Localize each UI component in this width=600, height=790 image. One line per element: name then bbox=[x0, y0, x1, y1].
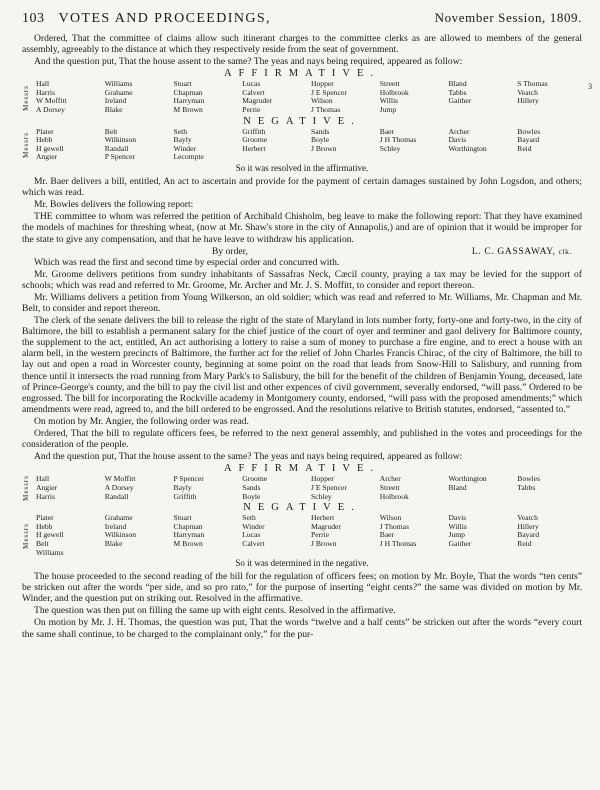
member-name: Schley bbox=[311, 491, 332, 501]
member-name: Randall bbox=[104, 143, 129, 153]
member-name: Willis bbox=[379, 96, 399, 106]
member-name: Williams bbox=[36, 547, 64, 557]
member-name: Lucas bbox=[242, 530, 261, 540]
member-name: Blake bbox=[104, 105, 123, 115]
member-name: Bowles bbox=[517, 474, 541, 484]
member-name: Ireland bbox=[104, 96, 127, 106]
member-name: Tabbs bbox=[517, 482, 536, 492]
member-name bbox=[517, 106, 582, 115]
member-name: Belt bbox=[104, 126, 118, 136]
member-name: Archer bbox=[379, 474, 401, 484]
member-name: Hillery bbox=[517, 96, 539, 106]
member-name bbox=[242, 153, 307, 162]
messrs-label: Messrs bbox=[22, 131, 30, 158]
member-name: Stuart bbox=[173, 79, 192, 89]
member-name: Baer bbox=[379, 126, 395, 136]
bill-paragraph: Mr. Baer delivers a bill, entitled, An act to ascertain and provide for the payment of certain damages sustained by John Logsdon, and others; which was read. bbox=[22, 176, 582, 199]
officers-fees-paragraph: The house proceeded to the second reading of the bill for the regulation of officers fees; on motion by Mr. Boyle, That the words “ten cents” be stricken out after the words “per side, and so pro rato,” for the purpose of inserting “eight cents?” the same was divided on motion by Mr. Winder, and the question put on striking out. Resolved in the affirmative. bbox=[22, 571, 582, 605]
member-name: Reid bbox=[517, 538, 532, 548]
member-name: Griffith bbox=[173, 491, 197, 501]
member-name: Grahame bbox=[104, 513, 133, 523]
clerk-role: clk. bbox=[558, 246, 572, 256]
member-name: Winder bbox=[242, 521, 265, 531]
member-name: Calvert bbox=[242, 538, 265, 548]
member-name: Baer bbox=[379, 530, 395, 540]
member-name: Wilson bbox=[311, 96, 333, 106]
member-name: Worthington bbox=[448, 474, 487, 484]
member-name bbox=[517, 549, 582, 558]
report-intro: Mr. Bowles delivers the following report: bbox=[34, 199, 194, 211]
member-name: Streett bbox=[379, 79, 400, 89]
member-name: Willis bbox=[448, 521, 467, 531]
member-name: Chapman bbox=[173, 521, 203, 531]
affirmative-heading-2: AFFIRMATIVE. bbox=[223, 463, 381, 475]
member-name: Hopper bbox=[311, 79, 334, 89]
session-label: November Session, 1809. bbox=[434, 10, 582, 25]
negative-list-1 bbox=[36, 128, 582, 162]
member-name: Hall bbox=[36, 474, 50, 484]
negative-heading-1: NEGATIVE. bbox=[243, 115, 361, 127]
member-name: Ireland bbox=[104, 521, 127, 531]
member-name: Archer bbox=[448, 126, 470, 136]
member-name: Perrie bbox=[311, 530, 330, 540]
member-name: J Thomas bbox=[379, 521, 409, 531]
member-name: Bland bbox=[448, 79, 467, 89]
member-name bbox=[449, 549, 514, 558]
member-name: Gaither bbox=[448, 538, 472, 548]
question-paragraph-1: And the question put, That the house assent to the same? The yeas and nays being required, appeared as follow: bbox=[34, 56, 463, 68]
member-name: Veatch bbox=[517, 87, 538, 97]
member-name: Groome bbox=[242, 135, 268, 145]
member-name: Stuart bbox=[173, 513, 192, 523]
member-name bbox=[105, 549, 170, 558]
member-name: Sands bbox=[311, 126, 330, 136]
vote-conclusion-1: So it was resolved in the affirmative. bbox=[235, 163, 369, 174]
member-name bbox=[449, 106, 514, 115]
member-name: Harris bbox=[36, 87, 55, 97]
member-name: Belt bbox=[36, 538, 49, 548]
member-name: Reid bbox=[517, 143, 532, 153]
member-name: Worthington bbox=[448, 143, 487, 153]
member-name bbox=[517, 493, 582, 502]
affirmative-heading-1: AFFIRMATIVE. bbox=[223, 68, 381, 80]
member-name bbox=[449, 153, 514, 162]
member-name: Boyle bbox=[242, 491, 261, 501]
affirmative-list-1 bbox=[36, 80, 582, 114]
member-name: H gewell bbox=[36, 530, 64, 540]
negative-heading-2: NEGATIVE. bbox=[243, 502, 361, 514]
page-title: VOTES AND PROCEEDINGS, bbox=[58, 11, 271, 26]
member-name: M Brown bbox=[173, 105, 203, 115]
page-header bbox=[22, 10, 582, 27]
vote-block-1 bbox=[22, 68, 592, 174]
member-name bbox=[380, 153, 445, 162]
affirmative-list-2 bbox=[36, 475, 582, 501]
motion-thomas-paragraph: On motion by Mr. J. H. Thomas, the question was put, That the words “twelve and a half cents” be stricken out after the words “every court the same shall continue, to be charged to the complainant only,” for the pur- bbox=[22, 617, 582, 640]
margin-mark: 3 bbox=[588, 82, 592, 92]
member-name: Griffith bbox=[242, 126, 266, 136]
member-name: Magruder bbox=[311, 521, 341, 531]
petition-paragraph-1: Mr. Groome delivers petitions from sundry inhabitants of Sassafras Neck, Cæcil county, praying a tax may be levied for the support of schools; which was read and referred to Mr. Groome, Mr. Archer and Mr. J. S. Moffitt, to consider and report thereon. bbox=[22, 268, 582, 291]
member-name: Holbrook bbox=[379, 491, 409, 501]
member-name: Gaither bbox=[448, 96, 472, 106]
by-order-label: By order, bbox=[212, 245, 248, 257]
member-name: Chapman bbox=[173, 87, 203, 97]
member-name: P Spencer bbox=[173, 474, 204, 484]
member-name: Hall bbox=[36, 79, 50, 89]
order-paragraph-1: Ordered, That the committee of claims allow such itinerant charges to the committee clerks as are allowed to members of the general assembly, agreeably to the distance at which they respectively reside from the seat of government. bbox=[22, 33, 582, 56]
member-name: M Brown bbox=[173, 538, 203, 548]
member-name: Jump bbox=[448, 530, 465, 540]
member-name: Randall bbox=[104, 491, 129, 501]
member-name: Sands bbox=[242, 482, 261, 492]
member-name: J Brown bbox=[311, 143, 337, 153]
order-paragraph-2: Ordered, That the bill to regulate officers fees, be referred to the next general assembly, and published in the votes and proceedings for the consideration of the people. bbox=[22, 428, 582, 451]
member-name: Wilkinson bbox=[104, 135, 137, 145]
member-name bbox=[311, 549, 376, 558]
member-name: A Dorsey bbox=[36, 105, 65, 115]
member-name: Wilkinson bbox=[104, 530, 137, 540]
member-name: J E Spencer bbox=[311, 482, 347, 492]
member-name: Bayard bbox=[517, 135, 540, 145]
messrs-label: Messrs bbox=[22, 522, 30, 549]
member-name: Angier bbox=[36, 152, 58, 162]
member-name: Holbrook bbox=[379, 87, 409, 97]
member-name: Hebb bbox=[36, 521, 53, 531]
member-name: Williams bbox=[104, 79, 133, 89]
member-name: Calvert bbox=[242, 87, 265, 97]
page-number: 103 bbox=[22, 11, 45, 26]
member-name: Groome bbox=[242, 474, 268, 484]
member-name: Tabbs bbox=[448, 87, 467, 97]
member-name: Herbert bbox=[242, 143, 266, 153]
member-name: Blake bbox=[104, 538, 123, 548]
member-name: Harryman bbox=[173, 96, 205, 106]
member-name: Schley bbox=[379, 143, 401, 153]
member-name: Bayly bbox=[173, 482, 192, 492]
member-name: Boyle bbox=[311, 135, 330, 145]
member-name: S Thomas bbox=[517, 79, 548, 89]
member-name: J E Spencer bbox=[311, 87, 347, 97]
question-paragraph-2: And the question put, That the house assent to the same? The yeas and nays being required, appeared as follow: bbox=[34, 451, 463, 463]
messrs-label: Messrs bbox=[22, 84, 30, 111]
member-name: Hopper bbox=[311, 474, 334, 484]
member-name: Davis bbox=[448, 513, 467, 523]
clerk-name: L. C. GASSAWAY, bbox=[471, 245, 556, 257]
messrs-label: Messrs bbox=[22, 475, 30, 502]
member-name: J Brown bbox=[311, 538, 337, 548]
vote-block-2 bbox=[22, 463, 582, 568]
member-name: Bland bbox=[448, 482, 467, 492]
member-name: Winder bbox=[173, 143, 196, 153]
member-name: Hebb bbox=[36, 135, 53, 145]
member-name: Herbert bbox=[311, 513, 335, 523]
member-name: Hillery bbox=[517, 521, 539, 531]
member-name: Seth bbox=[242, 513, 256, 523]
member-name: W Moffitt bbox=[104, 474, 136, 484]
member-name: Perrie bbox=[242, 105, 261, 115]
member-name bbox=[380, 549, 445, 558]
member-name: J Thomas bbox=[311, 105, 341, 115]
member-name: W Moffitt bbox=[36, 96, 67, 106]
member-name: Angier bbox=[36, 482, 58, 492]
member-name: Plater bbox=[36, 126, 54, 136]
member-name: Bayly bbox=[173, 135, 192, 145]
petition-paragraph-2: Mr. Williams delivers a petition from Young Wilkerson, an old soldier; which was read and referred to Mr. Williams, Mr. Chapman and Mr. Belt, to consider and report thereon. bbox=[22, 291, 582, 314]
member-name bbox=[449, 493, 514, 502]
member-name: Bowles bbox=[517, 126, 541, 136]
member-name: Seth bbox=[173, 126, 188, 136]
member-name: Plater bbox=[36, 513, 54, 523]
member-name bbox=[311, 153, 376, 162]
member-name: H gewell bbox=[36, 143, 64, 153]
member-name: J H Thomas bbox=[379, 135, 417, 145]
member-name: Harryman bbox=[173, 530, 205, 540]
member-name: Bayard bbox=[517, 530, 540, 540]
member-name bbox=[174, 549, 239, 558]
motion-paragraph: On motion by Mr. Angier, the following order was read. bbox=[34, 415, 249, 427]
vote-conclusion-2: So it was determined in the negative. bbox=[235, 558, 369, 569]
member-name bbox=[242, 549, 307, 558]
member-name: Jump bbox=[379, 105, 397, 115]
member-name: P Spencer bbox=[104, 152, 136, 162]
member-name: Magruder bbox=[242, 96, 273, 106]
signature-block bbox=[22, 246, 582, 257]
member-name: Streett bbox=[379, 482, 400, 492]
member-name: A Dorsey bbox=[104, 482, 134, 492]
member-name: Lecompte bbox=[173, 152, 204, 162]
member-name: Harris bbox=[36, 491, 55, 501]
reading-paragraph: Which was read the first and second time by especial order and concurred with. bbox=[34, 256, 340, 268]
report-text: THE committee to whom was referred the petition of Archibald Chisholm, beg leave to make the following report: That they have examined the models of machines for threshing wheat, (now at Mr. Shaw's store in the city of Annapolis,) and are of opinion that it would be improper for the state to give any compensation, and that he have leave to withdraw his application. bbox=[22, 211, 582, 245]
member-name: Wilson bbox=[379, 513, 402, 523]
member-name: Davis bbox=[448, 135, 467, 145]
member-name: Grahame bbox=[104, 87, 133, 97]
question-eight-cents: The question was then put on filling the same up with eight cents. Resolved in the affirmative. bbox=[34, 605, 396, 617]
member-name bbox=[517, 153, 582, 162]
senate-bills-paragraph: The clerk of the senate delivers the bill to release the right of the state of Maryland in lots number forty, forty-one and forty-two, in the city of Baltimore, the bill to establish a permanent salary for the chief justice of the court of oyer and terminer and gaol delivery for Baltimore county, the supplement to the act, entitled, An act authorising a lottery to raise a sum of money to purchase a fire engine, and to erect a house with an alarm bell, in the western precincts of Baltimore, the further act for the relief of John Charles Francis Chirac, of the city of Baltimore, the bill to lay out and open a road in Worcester county, beginning at some point on the road that leads from Snow-Hill to Salisbury, and running from thence until it intersects the road running from Mary Park's to Salisbury, the bill for the benefit of the children of Benjamin Young, deceased, late of Prince-George's county, and the bill to pay the civil list and other expences of civil government, severally endorsed, “will pass.” Ordered to be engrossed. The bill for incorporating the Rockville academy in Montgomery county, endorsed, “will pass with the proposed amendments;” which amendments were read, agreed to, and the bill ordered to be engrossed. And the resolutions relative to British statutes, endorsed, “assented to.” bbox=[22, 315, 582, 415]
member-name: J H Thomas bbox=[379, 538, 417, 548]
negative-list-2 bbox=[36, 514, 582, 557]
member-name: Veatch bbox=[517, 513, 538, 523]
member-name: Lucas bbox=[242, 79, 261, 89]
